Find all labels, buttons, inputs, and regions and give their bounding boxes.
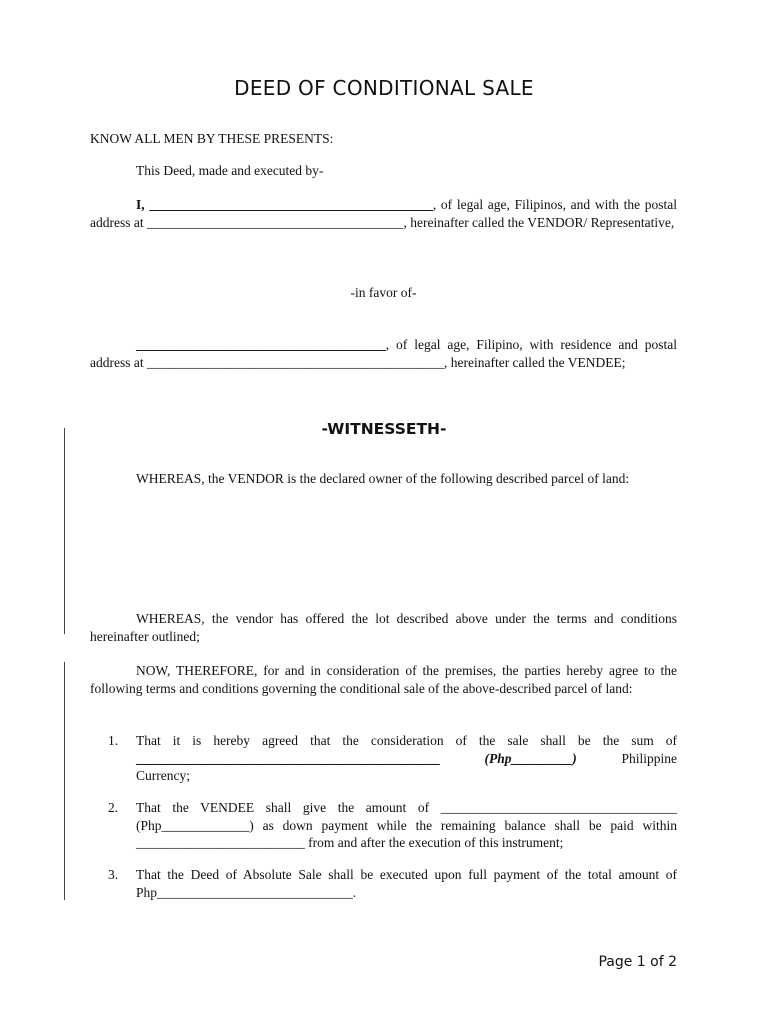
list-item (108, 799, 677, 852)
witnesseth-heading: -WITNESSETH- (321, 420, 447, 438)
list-item (108, 866, 677, 901)
document-title: DEED OF CONDITIONAL SALE (234, 76, 534, 100)
made-by-text: This Deed, made and executed by- (136, 163, 324, 178)
change-bar-1 (64, 428, 65, 634)
vendor-paragraph (90, 196, 677, 231)
in-favor-text: -in favor of- (350, 285, 417, 300)
amount-words-blank: _____________________________________________ (136, 750, 440, 766)
list-item-number: 1. (108, 733, 119, 748)
list-item-line: That it is hereby agreed that the consideration of the sale shall be the sum of (136, 733, 677, 748)
vendor-lead: I, (136, 197, 145, 212)
vendor-details: , of legal age, Filipinos, and with the postal address at ______________________________________, hereinafter called the VENDOR/ Representative, (90, 197, 678, 230)
intro-text: KNOW ALL MEN BY THESE PRESENTS: (90, 131, 334, 146)
list-item-amount-line (136, 750, 677, 768)
list-item-text: That the VENDEE shall give the amount of ___________________________________ (Php_____________) as down payment while the remaining balance shall be paid within _________________________ from and after the execution of this instrument; (136, 800, 677, 850)
vendee-name-blank: _____________________________________ (136, 337, 386, 352)
now-therefore-paragraph: NOW, THEREFORE, for and in consideration of the premises, the parties hereby agree to the following terms and conditions governing the conditional sale of the above-described parcel of land: (90, 663, 677, 696)
whereas-offer-paragraph: WHEREAS, the vendor has offered the lot described above under the terms and conditions hereinafter outlined; (90, 611, 677, 644)
vendee-details: , of legal age, Filipino, with residence and postal address at ____________________________________________, hereinafter called the VENDEE; (90, 337, 677, 370)
amount-php-blank: (Php_________) (484, 750, 577, 766)
list-item-text: That the Deed of Absolute Sale shall be executed upon full payment of the total amount of Php_____________________________. (136, 867, 677, 900)
vendor-name-blank: __________________________________________ (149, 197, 433, 212)
change-bar-2 (64, 662, 65, 900)
list-item (108, 732, 677, 785)
whereas-land-paragraph: WHEREAS, the VENDOR is the declared owner of the following described parcel of land: (136, 471, 630, 486)
list-item-number: 3. (108, 867, 119, 882)
vendee-paragraph (90, 336, 677, 371)
page-number: Page 1 of 2 (598, 954, 677, 970)
list-item-number: 2. (108, 800, 119, 815)
list-item-line: Currency; (136, 768, 190, 783)
currency-label: Philippine (621, 750, 677, 766)
